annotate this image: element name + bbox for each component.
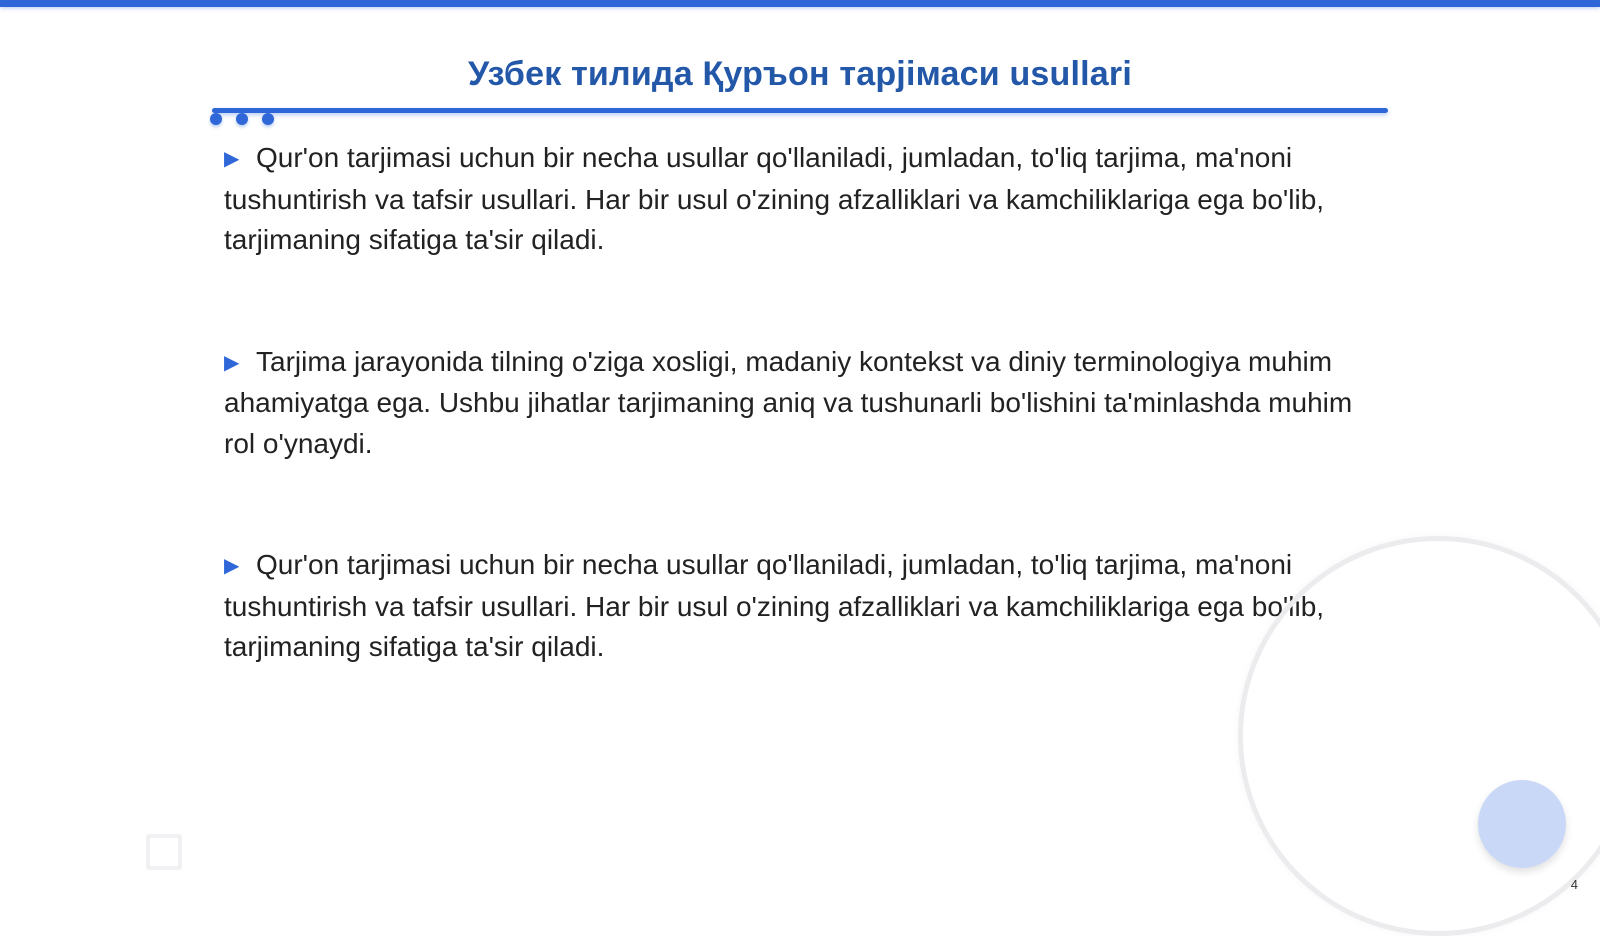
bullet-list: [224, 138, 1354, 749]
title-underline: [212, 108, 1388, 113]
bullet-item: [224, 545, 1354, 668]
decor-dot: [236, 113, 248, 125]
bullet-text: Tarjima jarayonida tilning o'ziga xosligi, madaniy kontekst va diniy terminologiya muhim ahamiyatga ega. Ushbu jihatlar tarjimaning aniq va tushunarli bo'lishini ta'minlashda muhim rol o'ynaydi.: [224, 345, 1353, 459]
bullet-item: [224, 342, 1354, 465]
decor-dot: [210, 113, 222, 125]
bullet-item: [224, 138, 1354, 261]
decor-dot: [262, 113, 274, 125]
triangle-bullet-icon: ▶: [224, 555, 240, 577]
page-number: 4: [1570, 877, 1578, 892]
slide-title: Узбек тилида Қуръон тарјімаси usullari: [467, 55, 1132, 93]
triangle-bullet-icon: ▶: [224, 148, 240, 170]
decor-square: [146, 834, 182, 870]
bullet-text: Qur'on tarjimasi uchun bir necha usullar qo'llaniladi, jumladan, to'liq tarjima, ma'noni tushuntirish va tafsir usullari. Har bir usul o'zining afzalliklari va kamchiliklariga ega bo'lib, tarjimaning sifatiga ta'sir qiladi.: [224, 549, 1325, 662]
top-accent-bar: [0, 0, 1600, 7]
triangle-bullet-icon: ▶: [224, 351, 240, 374]
decor-circle: [1478, 780, 1566, 868]
bullet-text: Qur'on tarjimasi uchun bir necha usullar qo'llaniladi, jumladan, to'liq tarjima, ma'noni tushuntirish va tafsir usullari. Har bir usul o'zining afzalliklari va kamchiliklariga ega bo'lib, tarjimaning sifatiga ta'sir qiladi.: [224, 142, 1325, 255]
